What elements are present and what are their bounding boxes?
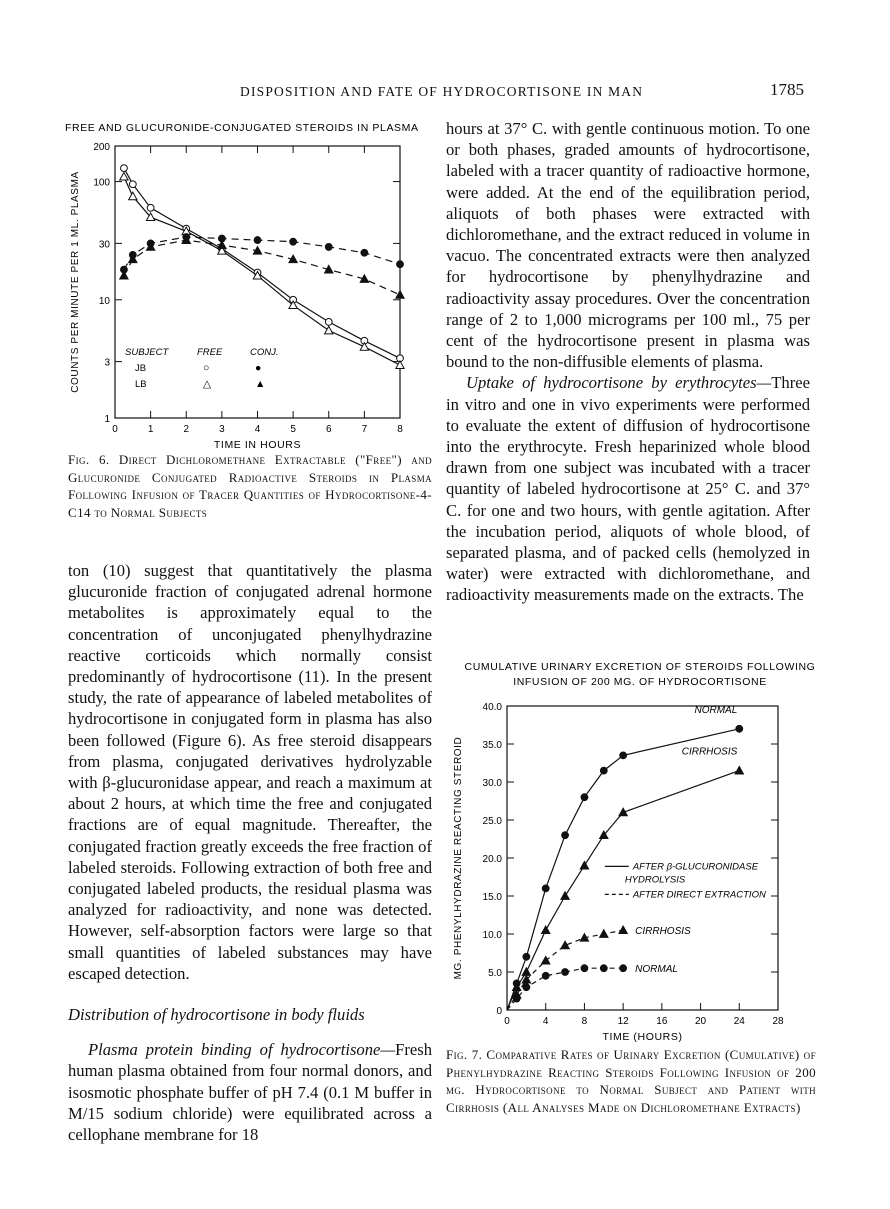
data-point-triangle (619, 808, 627, 816)
x-tick-label: 28 (772, 1016, 784, 1027)
legend-subject: JB (135, 363, 147, 375)
data-point-circle (361, 249, 368, 256)
run-in-heading: Uptake of hydrocortisone by erythrocytes— (466, 373, 772, 393)
paragraph (68, 1039, 432, 1145)
data-point-circle (325, 244, 332, 251)
series-line (124, 240, 400, 295)
x-tick-label: 12 (617, 1016, 629, 1027)
data-point-circle (523, 953, 530, 960)
data-point-circle (600, 767, 607, 774)
x-tick-label: 5 (290, 424, 296, 435)
x-tick-label: 16 (656, 1016, 668, 1027)
chart-title-line2: INFUSION OF 200 MG. OF HYDROCORTISONE (513, 676, 767, 688)
data-point-circle (581, 965, 588, 972)
paragraph: ton (10) suggest that quantitatively the plasma glucuronide fraction of conjugated adrenal hormone metabolites is approximately equal to the concentration of unconjugated phenylhydrazine reactive corticoids which normally consist predominantly of hydrocortisone (11). In the present study, the rate of appearance of labeled metabolites of hydrocortisone in conjugated form in plasma has also been followed (Figure 6). As free steroid disappears from plasma, conjugated derivatives hydrolyzable with β-glucuronidase appear, and reach a maximum at about 2 hours, at which time the free and conjugated fractions are of equal magnitude. Thereafter, the conjugated fraction greatly exceeds the free fraction of labeled steroids. Following extraction of both free and conjugated labeled products, the residual plasma was analyzed for radioactivity, and none was detected. However, self-absorption factors were large so that small quantities of labeled substances may have escaped detection. (68, 561, 432, 983)
data-point-circle (513, 995, 520, 1002)
x-tick-label: 7 (361, 424, 368, 435)
data-point-triangle (735, 766, 743, 774)
legend-header-subject: SUBJECT (125, 347, 169, 359)
x-tick-label: 0 (504, 1016, 510, 1027)
series-label: CIRRHOSIS (681, 746, 738, 758)
x-tick-label: 1 (147, 424, 154, 435)
y-tick-label: 30 (98, 239, 110, 251)
data-point-circle (147, 204, 154, 211)
x-tick-label: 3 (219, 424, 225, 435)
data-point-circle (121, 165, 128, 172)
data-point-triangle (120, 271, 128, 279)
data-point-triangle (325, 326, 333, 334)
figure-6-caption: Fig. 6. Direct Dichloromethane Extractable ("Free") and Glucuronide Conjugated Radioactive Steroids in Plasma Following Infusion of Tracer Quantities of Hydrocortisone-4-C14 to Normal Subjects (68, 452, 432, 520)
figure-7-chart (450, 658, 830, 1043)
legend-conj-symbol: ● (255, 362, 262, 375)
data-point-circle (620, 965, 627, 972)
y-tick-label: 30.0 (482, 778, 502, 789)
run-in-heading: Plasma protein binding of hydrocortisone— (88, 1040, 396, 1060)
data-point-circle (562, 969, 569, 976)
y-tick-label: 1 (104, 414, 110, 425)
y-tick-label: 0 (496, 1006, 502, 1017)
data-point-triangle (129, 192, 137, 200)
figure-7-caption: Fig. 7. Comparative Rates of Urinary Excretion (Cumulative) of Phenylhydrazine Reacting Steroids Following Infusion of 200 mg. Hydrocortisone to Normal Subject and Patient with Cirrhosis (All Analyses Made on Dichloromethane Extracts) (446, 1047, 816, 1115)
x-tick-label: 2 (183, 424, 190, 435)
x-tick-label: 4 (254, 424, 261, 435)
running-title: DISPOSITION AND FATE OF HYDROCORTISONE IN MAN (240, 84, 644, 99)
x-tick-label: 8 (581, 1016, 588, 1027)
paragraph-body: Three in vitro and one in vivo experiments were performed to evaluate the extent of diffusion of hydrocortisone into the erythrocyte. Fresh heparinized whole blood drawn from one subject was incubated with a tracer quantity of labeled hydrocortisone at 25° C. and 37° C. for one and two hours, with gentle agitation. After the incubation period, aliquots of whole blood, of separated plasma, and of packed cells (hemolyzed in water) were extracted with dichloromethane, and radioactivity measurements made on the extracts. The (446, 373, 810, 605)
data-point-circle (523, 984, 530, 991)
y-tick-label: 10.0 (482, 930, 502, 941)
legend-solid-line1: AFTER β-GLUCURONIDASE (632, 861, 759, 873)
page-number: 1785 (770, 80, 804, 99)
data-point-circle (254, 237, 261, 244)
x-tick-label: 6 (325, 424, 332, 435)
x-tick-label: 4 (542, 1016, 549, 1027)
data-point-triangle (542, 926, 550, 934)
chart-title: FREE AND GLUCURONIDE-CONJUGATED STEROIDS IN PLASMA (65, 122, 419, 134)
y-axis-label: MG. PHENYLHYDRAZINE REACTING STEROID (453, 736, 464, 980)
data-point-triangle (522, 968, 530, 976)
data-point-triangle (396, 291, 404, 299)
data-point-circle (542, 972, 549, 979)
legend-free-symbol: ○ (203, 362, 210, 375)
data-point-circle (562, 832, 569, 839)
paragraph: hours at 37° C. with gentle continuous motion. To one or both phases, graded amounts of hydrocortisone, labeled with a tracer quantity of radioactive hormone, were added. At the end of the equilibration period, aliquots of both phases were extracted with dichloromethane, and the extract reduced in volume in vacuo. The concentrated extracts were then analyzed for hydrocortisone by phenylhydrazine and radioactivity assay procedures. Over the concentration range of 2 to 1,000 micrograms per 100 ml., 75 per cent of the hydrocortisone present in plasma was bound to the non-diffusible elements of plasma. (446, 119, 810, 372)
y-tick-label: 10 (98, 295, 110, 307)
data-point-triangle (561, 892, 569, 900)
data-point-circle (581, 794, 588, 801)
data-point-triangle (619, 926, 627, 934)
x-tick-label: 20 (695, 1016, 707, 1027)
x-axis-label: TIME (HOURS) (602, 1031, 683, 1043)
y-tick-label: 5.0 (488, 968, 502, 979)
figure-7 (450, 658, 830, 1043)
legend-conj-symbol: ▲ (255, 378, 266, 391)
chart-title-line1: CUMULATIVE URINARY EXCRETION OF STEROIDS FOLLOWING (464, 661, 816, 673)
data-point-circle (736, 725, 743, 732)
right-column (446, 118, 810, 606)
paragraph (446, 372, 810, 605)
data-point-circle (325, 319, 332, 326)
legend-free-symbol: △ (203, 378, 212, 391)
series-label: NORMAL (694, 704, 738, 716)
data-point-circle (620, 752, 627, 759)
legend-header-conj: CONJ. (250, 347, 279, 359)
figure-6-chart (60, 118, 440, 458)
data-point-circle (290, 238, 297, 245)
section-heading: Distribution of hydrocortisone in body fluids (68, 1005, 365, 1025)
data-point-circle (542, 885, 549, 892)
data-point-circle (600, 965, 607, 972)
x-tick-label: 24 (733, 1016, 745, 1027)
data-point-triangle (600, 930, 608, 938)
running-header (0, 80, 890, 104)
series-line (124, 237, 400, 270)
y-tick-label: 100 (93, 177, 110, 189)
x-tick-label: 8 (397, 424, 403, 435)
y-tick-label: 25.0 (482, 816, 502, 827)
legend-header-free: FREE (197, 347, 223, 359)
x-axis-label: TIME IN HOURS (213, 439, 302, 451)
legend-subject: LB (135, 379, 147, 391)
data-point-circle (129, 181, 136, 188)
x-tick-label: 0 (112, 424, 118, 435)
paragraph-body: Fresh human plasma obtained from four normal donors, and isosmotic phosphate buffer of pH 7.4 (0.1 M buffer in M/15 sodium chloride) were equilibrated across a cellophane membrane for 18 (68, 1040, 432, 1145)
legend-solid-line2: HYDROLYSIS (624, 874, 686, 886)
data-point-triangle (580, 861, 588, 869)
y-tick-label: 3 (104, 357, 110, 369)
data-point-triangle (561, 941, 569, 949)
y-axis-label: COUNTS PER MINUTE PER 1 ML. PLASMA (70, 171, 81, 393)
y-tick-label: 40.0 (482, 702, 502, 713)
series-label: CIRRHOSIS (635, 926, 691, 938)
y-tick-label: 35.0 (482, 740, 502, 751)
left-column (68, 560, 432, 1145)
y-tick-label: 20.0 (482, 854, 502, 865)
data-point-triangle (360, 343, 368, 351)
legend-dashed-label: AFTER DIRECT EXTRACTION (632, 889, 766, 901)
series-line (124, 177, 400, 365)
series-label: NORMAL (635, 964, 678, 976)
series-line (124, 168, 400, 358)
figure-6 (60, 118, 440, 458)
y-tick-label: 15.0 (482, 892, 502, 903)
y-tick-label: 200 (93, 142, 110, 153)
data-point-circle (397, 261, 404, 268)
